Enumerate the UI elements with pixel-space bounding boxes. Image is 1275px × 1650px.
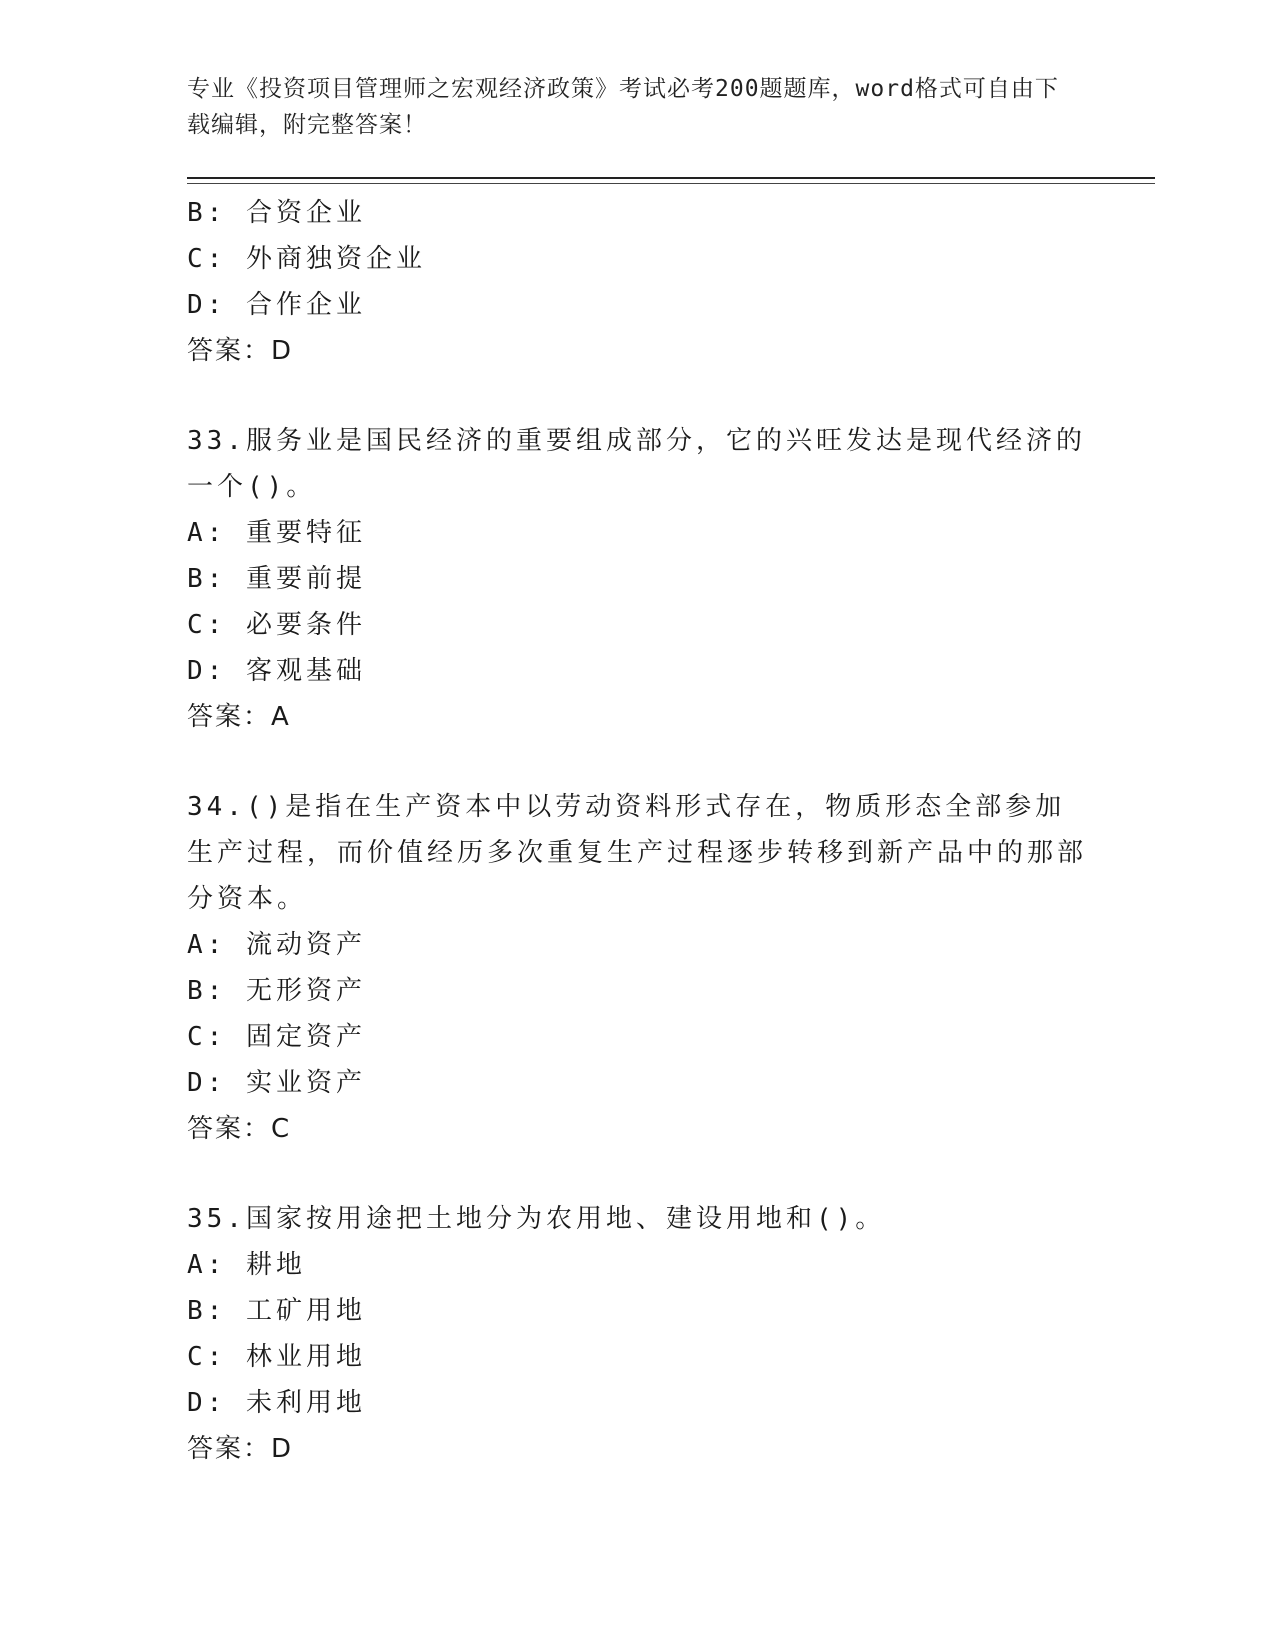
option-line: C: 外商独资企业 [187, 244, 426, 274]
answer-line: 答案：C [187, 1114, 292, 1144]
option-line: A: 流动资产 [187, 930, 366, 960]
option-line: D: 实业资产 [187, 1068, 366, 1098]
option-line: B: 合资企业 [187, 198, 366, 228]
header-rule-thick [187, 177, 1155, 179]
page-header: 专业《投资项目管理师之宏观经济政策》考试必考200题题库，word格式可自由下载编辑，附完整答案！ [187, 76, 1059, 138]
option-line: A: 重要特征 [187, 518, 366, 548]
spacer [187, 740, 1087, 784]
question-block-35 [187, 1196, 1087, 1472]
spacer [187, 374, 1087, 418]
option-line: B: 无形资产 [187, 976, 366, 1006]
option-line: C: 林业用地 [187, 1342, 366, 1372]
intro-block [187, 190, 1087, 374]
option-line: D: 未利用地 [187, 1388, 366, 1418]
question-content [187, 190, 1087, 1472]
question-text: 34.()是指在生产资本中以劳动资料形式存在，物质形态全部参加生产过程，而价值经历多次重复生产过程逐步转移到新产品中的那部分资本。 [187, 792, 1088, 914]
option-line: A: 耕地 [187, 1250, 306, 1280]
spacer [187, 1152, 1087, 1196]
answer-line: 答案：A [187, 702, 291, 732]
option-line: B: 重要前提 [187, 564, 366, 594]
question-block-33 [187, 418, 1087, 740]
question-block-34 [187, 784, 1087, 1152]
question-text: 35.国家按用途把土地分为农用地、建设用地和()。 [187, 1204, 886, 1234]
option-line: D: 客观基础 [187, 656, 366, 686]
answer-line: 答案：D [187, 1434, 294, 1464]
option-line: D: 合作企业 [187, 290, 366, 320]
option-line: C: 必要条件 [187, 610, 366, 640]
question-text: 33.服务业是国民经济的重要组成部分，它的兴旺发达是现代经济的一个()。 [187, 426, 1086, 502]
option-line: C: 固定资产 [187, 1022, 366, 1052]
option-line: B: 工矿用地 [187, 1296, 366, 1326]
header-rule-thin [187, 183, 1155, 184]
answer-line: 答案：D [187, 336, 294, 366]
